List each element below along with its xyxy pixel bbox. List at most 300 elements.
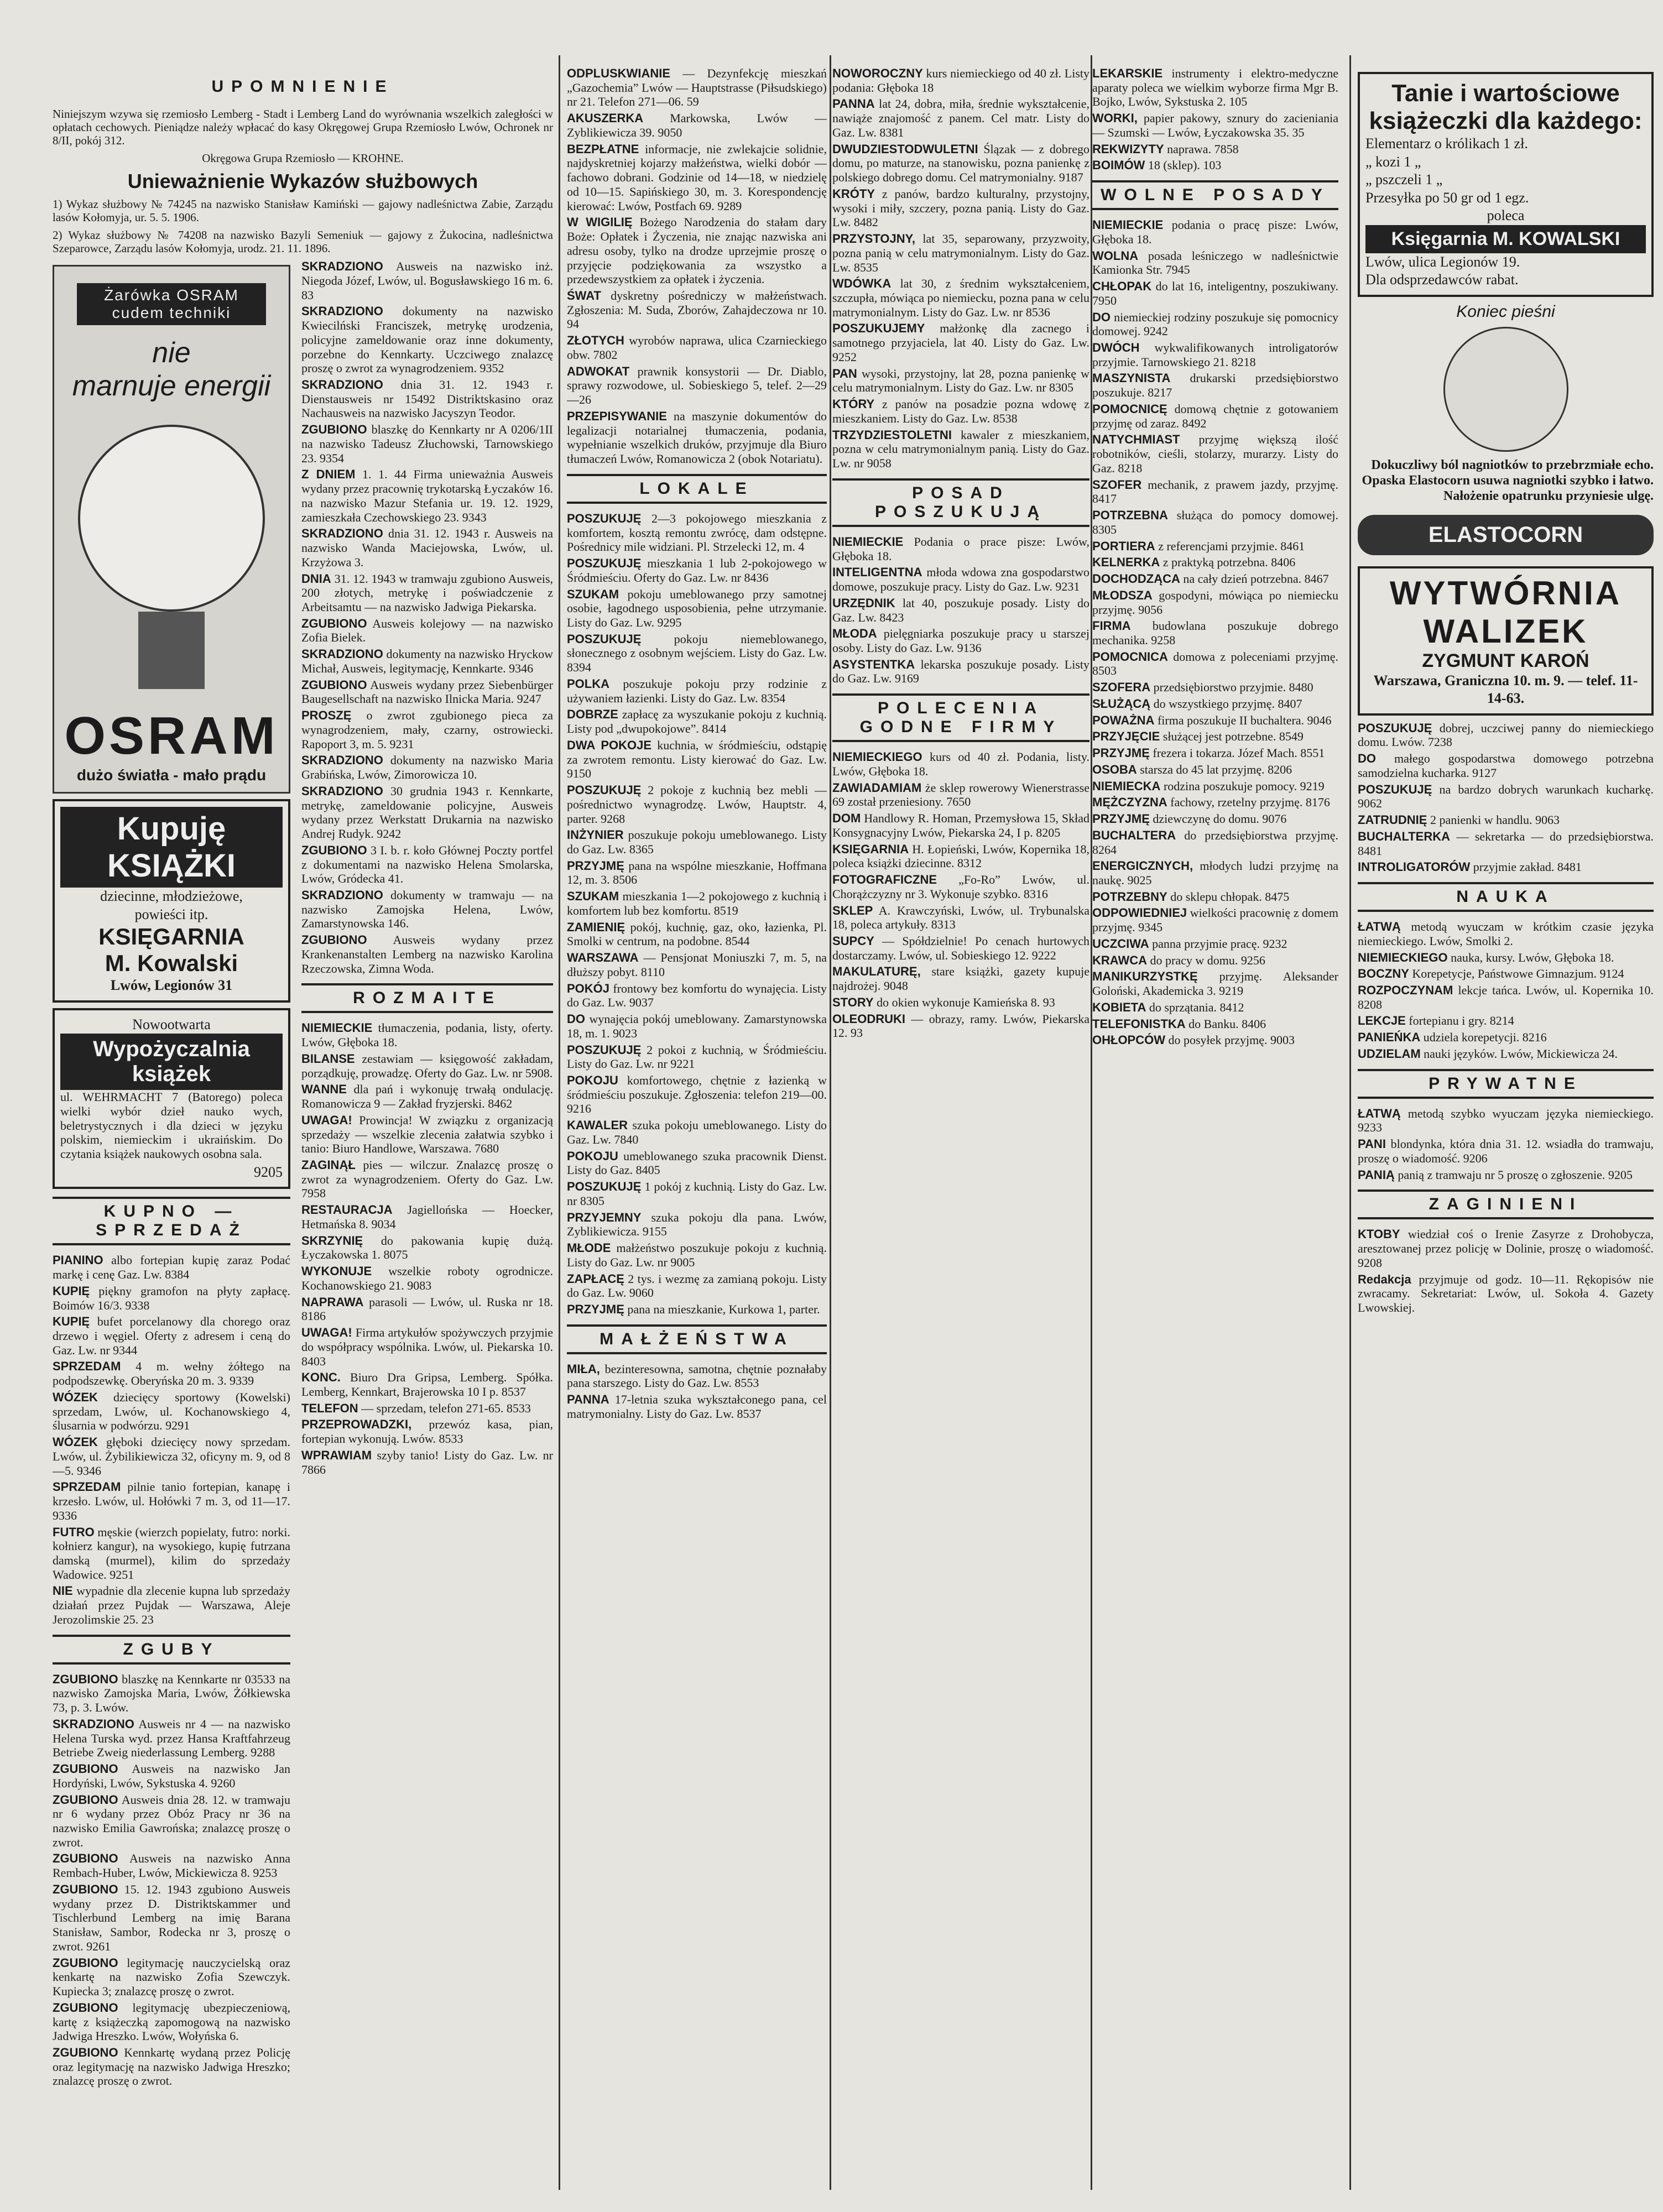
ad-keyword: BEZPŁATNE	[567, 142, 639, 156]
ad-text: Firma artykułów spożywczych przyjmie do współpracy wspólnika. Lwów, ul. Piekarska 10. 8403	[301, 1326, 553, 1368]
ad-text: Ausweis nr 4 — na nazwisko Helena Turska wyd. przez Hansa Kraftfahrzeug Betriebe Zweig niederlassung Lemberg. 9288	[53, 1717, 290, 1760]
osram-brand: OSRAM	[64, 706, 279, 766]
ad-keyword: ZGUBIONO	[53, 1955, 118, 1970]
ad-text: rodzina poszukuje pomocy. 9219	[1163, 779, 1325, 793]
classified-ad	[53, 2046, 290, 2088]
classified-ad	[567, 1392, 827, 1421]
ad-text: lekarska poszukuje posady. Listy do Gaz. Lw. 9169	[832, 657, 1089, 686]
classified-ad	[832, 97, 1089, 139]
classified-ad	[1092, 555, 1338, 570]
column-4	[1092, 66, 1338, 2190]
ad-text: 15. 12. 1943 zgubiono Ausweis wydany przez D. Distriktskammer und Tischlerbund Lemberg na imię Barana Stanisław, Sambor, Rodecka nr 3, proszę o zwrot. 9261	[53, 1882, 290, 1953]
classified-ad	[53, 1435, 290, 1478]
cartoon-figure-icon	[1443, 327, 1568, 452]
ad-text: gospodyni, mówiąca po niemiecku przyjmę. 9056	[1092, 588, 1338, 617]
classified-ad	[567, 142, 827, 213]
tanie-ad	[1358, 72, 1654, 297]
classified-ad	[567, 587, 827, 630]
ad-keyword: MANIKURZYSTKĘ	[1092, 969, 1198, 984]
classified-ad	[1358, 782, 1654, 811]
ad-text: panna przyjmie pracę. 9232	[1152, 936, 1287, 951]
classified-ad	[567, 828, 827, 856]
classified-ad	[1092, 142, 1338, 156]
ad-text: instrumenty i elektro-medyczne aparaty poleca we wielkim wyborze firma Mgr B. Bojko, Lwów, Sykstuska 2. 105	[1092, 66, 1338, 109]
classified-ad	[1092, 432, 1338, 475]
ad-keyword: NIEMIECKIE	[1092, 218, 1164, 232]
classified-ad	[567, 1043, 827, 1071]
classified-ad	[1092, 697, 1338, 711]
ad-text: z praktyką potrzebna. 8406	[1162, 555, 1296, 570]
col4-list	[1092, 66, 1338, 173]
ad-text: 2 panienki w handlu. 9063	[1430, 813, 1560, 827]
ad-text: dyskretny pośredniczy w małżeństwach. Zgłoszenia: M. Suda, Zborów, Zahajdeczowa nr 10. 94	[567, 289, 827, 331]
classified-ad	[567, 783, 827, 826]
ad-keyword: PRZEPROWADZKI,	[301, 1417, 412, 1432]
koniec-text: Dokuczliwy ból nagniotków to przebrzmiałe echo. Opaska Elastocorn usuwa nagniotki szybko i łatwo. Nałożenie opatrunku przyniesie ulgę.	[1362, 457, 1654, 503]
classified-ad	[567, 333, 827, 362]
ad-keyword: PANNA	[567, 1392, 609, 1407]
classified-ad	[301, 1158, 553, 1201]
ad-text: małego gospodarstwa domowego potrzebna samodzielna kucharka. 9127	[1358, 752, 1654, 780]
classified-ad	[567, 859, 827, 887]
ad-keyword: PRZYJMĘ	[567, 1302, 624, 1317]
classified-ad	[567, 1362, 827, 1390]
classified-ad	[567, 1149, 827, 1177]
ad-keyword: KAWALER	[567, 1118, 628, 1133]
classified-ad	[567, 1180, 827, 1208]
classified-ad	[301, 843, 553, 886]
classified-ad	[1092, 402, 1338, 430]
ad-keyword: LEKCJE	[1358, 1014, 1406, 1028]
classified-ad	[567, 1118, 827, 1146]
ad-keyword: NATYCHMIAST	[1092, 432, 1180, 447]
ad-keyword: KTOBY	[1358, 1227, 1400, 1241]
ad-keyword: ZGUBIONO	[53, 1672, 118, 1686]
ad-text: do Banku. 8406	[1188, 1016, 1266, 1031]
ad-keyword: POSZUKUJĘ	[1358, 782, 1432, 796]
ad-keyword: PRZYJMĘ	[1092, 812, 1150, 826]
ad-text: blondynka, która dnia 31. 12. wsiadła do tramwaju, proszę o wiadomość. 9206	[1358, 1137, 1654, 1165]
ad-text: z panów, bardzo kulturalny, przystojny, wysoki i miły, szczery, pozna panią. Listy do Gaz. Lw. 8482	[832, 186, 1089, 229]
classified-ad	[301, 467, 553, 524]
classified-ad	[1092, 1017, 1338, 1031]
ad-keyword: ŁATWĄ	[1358, 1106, 1401, 1120]
section-malzenstwa: MAŁŻEŃSTWA	[567, 1324, 827, 1354]
classified-ad	[301, 1234, 553, 1262]
ad-text: prawnik konsystorii — Dr. Diablo, sprawy rozwodowe, ul. Sobieskiego 5, telef. 2—29—26	[567, 364, 827, 407]
classified-ad	[567, 677, 827, 705]
classified-ad	[832, 321, 1089, 364]
ad-keyword: ZGUBIONO	[53, 2000, 118, 2015]
ad-keyword: NIEMIECKA	[1092, 779, 1161, 793]
ad-text: pokoju umeblowanego przy samotnej osobie, łagodnego usposobienia, pełne utrzymanie. Listy do Gaz. Lw. 9295	[567, 587, 827, 629]
ad-text: umeblowanego szuka pracownik Dienst. Listy do Gaz. 8405	[567, 1149, 827, 1177]
classified-ad	[1092, 729, 1338, 744]
kupuje-shop: KSIĘGARNIA	[98, 924, 244, 950]
classified-ad	[53, 2001, 290, 2043]
ad-text: wiedział coś o Irenie Zasyrze z Drohobycza, aresztowanej przez policję w Dolinie, proszę o wiadomość. 9208	[1358, 1227, 1654, 1270]
light-bulb-icon	[78, 425, 265, 612]
classified-ad	[301, 1113, 553, 1156]
ad-keyword: PAN	[832, 366, 857, 380]
classified-ad	[832, 842, 1089, 870]
classified-ad	[1092, 111, 1338, 139]
classified-ad	[832, 627, 1089, 655]
col1-ads-left	[53, 259, 290, 2090]
ad-text: pilnie tanio fortepian, kanapę i krzesło. Lwów, ul. Hołówki 7 m. 3, od 11—17. 9336	[53, 1480, 290, 1522]
ad-keyword: PANNA	[832, 97, 875, 111]
ad-text: Ausweis na nazwisko Jan Hordyński, Lwów, Sykstuska 4. 9260	[53, 1762, 290, 1790]
ad-text: niemieckiej rodziny poszukuje się pomocnicy domowej. 9242	[1092, 310, 1338, 338]
section-zguby: ZGUBY	[53, 1635, 290, 1665]
classified-ad	[1092, 890, 1338, 904]
classified-ad	[1092, 937, 1338, 951]
tanie-line: „ kozi 1 „	[1365, 153, 1421, 170]
ad-text: tłumaczenia, podania, listy, oferty. Lwów, Głęboka 18.	[301, 1021, 553, 1050]
ad-keyword: POSZUKUJĘ	[567, 511, 642, 525]
ad-keyword: SKRADZIONO	[53, 1717, 134, 1731]
ad-text: 2 tys. i wezmę za zamianą pokoju. Listy do Gaz. Lw. 9060	[567, 1271, 827, 1300]
ad-keyword: AKUSZERKA	[567, 111, 644, 126]
classified-ad	[301, 422, 553, 465]
classified-ad	[1092, 341, 1338, 369]
wypozyczalnia-body: ul. WEHRMACHT 7 (Batorego) poleca wielki wybór dzieł nauko wych, beletrystycznych i dla dzieci w języku polskim, niemieckim i ukraińskim. Do czytania książek naukowych osobna sala.	[60, 1090, 283, 1161]
classified-ad	[301, 1021, 553, 1049]
classified-ad	[1092, 539, 1338, 554]
ad-text: 4 m. wełny żółtego na podpodszewkę. Oberyńska 20 m. 3. 9339	[53, 1359, 290, 1388]
classified-ad	[567, 707, 827, 735]
ad-text: pielęgniarka poszukuje pracy u starszej osoby. Listy do Gaz. Lw. 9136	[832, 627, 1089, 655]
ad-text: kawaler z mieszkaniem, pozna w celu matrymonialnym panią. Listy do Gaz. Lw. nr 9058	[832, 427, 1089, 471]
ad-keyword: DO	[1092, 310, 1111, 324]
ad-text: 2 pokoi z kuchnią, w Śródmieściu. Listy do Gaz. Lw. nr 9221	[567, 1042, 827, 1071]
classified-ad	[53, 1717, 290, 1760]
col2-list	[567, 66, 827, 466]
classified-ad	[53, 1253, 290, 1281]
classified-ad	[1092, 588, 1338, 617]
classified-ad	[301, 304, 553, 375]
ad-keyword: DWUDZIESTODWULETNI	[832, 142, 978, 156]
ad-text: 17-letnia szuka wykształconego pana, cel matrymonialny. Listy do Gaz. Lw. 8537	[567, 1392, 827, 1421]
prywatne-list	[1358, 1107, 1654, 1182]
ad-keyword: DOM	[832, 811, 861, 826]
ad-keyword: MASZYNISTA	[1092, 371, 1171, 385]
ad-keyword: BOIMÓW	[1092, 158, 1145, 173]
ad-text: służąca do pomocy domowej. 8305	[1092, 508, 1338, 536]
ad-keyword: INTELIGENTNA	[832, 565, 922, 580]
classified-ad	[53, 1284, 290, 1312]
ad-keyword: ZAWIADAMIAM	[832, 780, 922, 795]
classified-ad	[53, 1672, 290, 1715]
ad-text: firma poszukuje II buchaltera. 9046	[1157, 713, 1332, 727]
ad-keyword: ZAGINĄŁ	[301, 1157, 356, 1172]
ad-text: małżonkę dla zacnego i samotnego przyjaciela, lat 40. Listy do Gaz. Lw. 9252	[832, 321, 1089, 364]
ad-text: mieszkania 1—2 pokojowego z kuchnią i komfortem lub bez komfortu. 8519	[567, 889, 827, 917]
ad-text: papier pakowy, sznury do zacieniania — Szumski — Lwów, Łyczakowska 35. 35	[1092, 111, 1338, 139]
ad-keyword: WARSZAWA	[567, 951, 639, 965]
ad-text: Jagiellońska — Hoecker, Hetmańska 8. 9034	[301, 1203, 553, 1231]
ad-text: że sklep rowerowy Wienerstrasse 69 został przeniesiony. 7650	[832, 780, 1089, 809]
ad-text: kuchnia, w śródmieściu, odstąpię za zwrotem remontu. Listy kierować do Gaz. Lw. 9150	[567, 738, 827, 781]
ad-keyword: POKOJU	[567, 1073, 618, 1087]
kupuje-line: dziecinne, młodzieżowe,	[100, 888, 243, 905]
classified-ad	[53, 1956, 290, 1999]
section-wolne: WOLNE POSADY	[1092, 180, 1338, 210]
ad-keyword: POTRZEBNY	[1092, 889, 1167, 904]
ad-text: wielkości pracownię z domem przyjmę. 9345	[1092, 906, 1338, 935]
ad-text: lat 30, z średnim wykształceniem, szczupła, mówiąca po niemiecku, pozna pana w celu matrymonialnym. Listy do Gaz. Lw. nr 8536	[832, 276, 1089, 319]
classified-ad	[567, 632, 827, 675]
ad-keyword: UDZIELAM	[1358, 1046, 1421, 1061]
classified-ad	[53, 1480, 290, 1522]
ad-text: parasoli — Lwów, ul. Ruska nr 18. 8186	[301, 1295, 553, 1323]
ad-text: bufet porcelanowy dla chorego oraz drzewo i węgiel. Oferty z adresem i ceną do Gaz. Lw. nr 9344	[53, 1314, 290, 1357]
ad-keyword: UCZCIWA	[1092, 936, 1149, 951]
ad-keyword: SKRADZIONO	[301, 526, 383, 541]
classified-ad	[567, 889, 827, 917]
ad-text: wypadnie dla zlecenie kupna lub sprzedaży działań przez Pujdak — Warszawa, Aleje Jerozolimskie 25. 23	[53, 1584, 291, 1626]
tanie-shop: Księgarnia M. KOWALSKI	[1365, 225, 1646, 253]
ad-keyword: ZGUBIONO	[301, 422, 367, 437]
ad-text: domową chętnie z gotowaniem przyjmę od zaraz. 8492	[1092, 401, 1338, 430]
classified-ad	[53, 1359, 290, 1387]
classified-ad	[301, 647, 553, 675]
ad-keyword: POLKA	[567, 676, 609, 691]
ad-keyword: ZGUBIONO	[301, 677, 367, 692]
upomnienie-text: Niniejszym wzywa się rzemiosło Lemberg - Stadt i Lemberg Land do wyrównania wszelkich zaległości w opłatach cechowych. Pieniądze należy wpłacać do kasy Okręgowej Grupa Rzemiosło Lwów, Ochronek nr 8/II, pokój 312.	[53, 107, 553, 148]
ad-text: Handlowy R. Homan, Przemysłowa 15, Skład Konsygnacyjny Lwów, Piekarska 24, I p. 8205	[832, 811, 1089, 839]
ad-keyword: SKRADZIONO	[301, 784, 383, 798]
classified-ad	[1358, 752, 1654, 780]
ad-keyword: SKRADZIONO	[301, 753, 383, 768]
classified-ad	[301, 617, 553, 645]
wypozyczalnia-line: Nowootwarta	[132, 1016, 211, 1032]
ad-text: starsza do 45 lat przyjmę. 8206	[1140, 762, 1292, 776]
ad-text: dnia 31. 12. 1943 r. Ausweis na nazwisko Wanda Maciejowska, Lwów, ul. Krzyżowa 3.	[301, 526, 553, 569]
classified-ad	[1092, 828, 1338, 857]
ad-keyword: UWAGA!	[301, 1326, 352, 1340]
classified-ad	[832, 187, 1089, 229]
ad-keyword: MIŁA,	[567, 1361, 600, 1376]
ad-keyword: MŁODE	[567, 1241, 611, 1255]
ad-keyword: PRZYJĘCIE	[1092, 729, 1160, 744]
ad-keyword: ENERGICZNYCH,	[1092, 859, 1193, 873]
classified-ad	[1092, 310, 1338, 338]
ad-text: do sklepu chłopak. 8475	[1170, 889, 1290, 904]
classified-ad	[301, 1264, 553, 1292]
ad-text: Biuro Dra Gripsa, Lemberg. Spółka. Lemberg, Kennkart, Brajerowska 10 I p. 8537	[301, 1370, 553, 1399]
ad-keyword: POSZUKUJEMY	[832, 321, 925, 336]
ad-text: blaszkę do Kennkarty nr A 0206/1II na nazwisko Tadeusz Złuchowski, Tarnowskiego 23. 9354	[301, 422, 553, 465]
ad-keyword: POKOJU	[567, 1149, 618, 1163]
ad-text: Ausweis dnia 28. 12. w tramwaju nr 6 wydany przez Obóz Pracy nr 36 na nazwisko Emilia Gawrońska; znalazcę proszę o zwrot.	[53, 1792, 290, 1849]
ad-keyword: MŁODA	[832, 627, 877, 641]
classified-ad	[1092, 218, 1338, 246]
classified-ad	[567, 1302, 827, 1317]
ad-keyword: URZĘDNIK	[832, 596, 895, 610]
ad-keyword: POWAŻNA	[1092, 713, 1155, 727]
classified-ad	[1092, 650, 1338, 678]
ad-keyword: ZGUBIONO	[53, 2046, 118, 2060]
ad-text: Ausweis na nazwisko Anna Rembach-Huber, Lwów, Mickiewicza 8. 9253	[53, 1851, 290, 1880]
ad-keyword: PANIEŃKA	[1358, 1030, 1421, 1045]
classified-ad	[53, 1882, 290, 1954]
ad-keyword: DNIA	[301, 571, 331, 586]
ad-text: zestawiam — księgowość zakładam, porządkuję, prowadzę. Oferty do Gaz. Lw. nr 5908.	[301, 1051, 553, 1080]
ad-keyword: FIRMA	[1092, 619, 1131, 633]
classified-ad	[567, 556, 827, 585]
ad-text: przyjmuje od godz. 10—11. Rękopisów nie zwracamy. Sekretariat: Lwów, ul. Sokoła 4. Gazety Lwowskiej.	[1358, 1272, 1654, 1315]
section-prywatne: PRYWATNE	[1358, 1069, 1654, 1099]
classified-ad	[301, 753, 553, 781]
ad-keyword: KRÓTY	[832, 186, 875, 201]
ad-keyword: MĘŻCZYZNA	[1092, 795, 1167, 810]
ad-keyword: SKRADZIONO	[301, 378, 383, 392]
ad-keyword: WÓZEK	[53, 1435, 98, 1449]
ad-keyword: MAKULATURĘ,	[832, 964, 921, 979]
ad-text: — Pensjonat Moniuszki 7, m. 5, na dłuższy pobyt. 8110	[567, 951, 827, 979]
classified-ad	[53, 1851, 290, 1880]
ad-text: Ausweis wydany przez Siebenbürger Baugesellschaft na nazwisko Ilnicka Maria. 9247	[301, 677, 553, 706]
ad-text: poszukuje pokoju umeblowanego. Listy do Gaz. Lw. 8365	[567, 828, 827, 856]
kupuje-title: Kupuję KSIĄŻKI	[60, 807, 283, 888]
classified-ad	[1092, 969, 1338, 998]
ad-keyword: POKÓJ	[567, 981, 610, 995]
section-polecenia: POLECENIA GODNE FIRMY	[832, 693, 1089, 742]
classified-ad	[832, 964, 1089, 993]
ad-text: fortepianu i gry. 8214	[1409, 1014, 1514, 1028]
ad-text: lat 35, separowany, przyzwoity, pozna panią w celu matrymonialnym. Listy do Gaz. Lw. 8535	[832, 232, 1089, 274]
classified-ad	[567, 1012, 827, 1040]
classified-ad	[567, 951, 827, 979]
ad-text: wszelkie roboty ogrodnicze. Kochanowskiego 21. 9083	[301, 1264, 553, 1292]
ad-text: przyjmę. Aleksander Goloński, Akademicka 3. 9219	[1092, 969, 1338, 998]
ad-text: na bardzo dobrych warunkach kucharkę. 9062	[1358, 782, 1654, 811]
ad-text: 2—3 pokojowego mieszkania z komfortem, kosztą remontu zwrócę, dam odstępne. Pośrednicy mile widziani. Pl. Strzelecki 12, m. 4	[567, 511, 827, 554]
ad-keyword: SZUKAM	[567, 889, 619, 904]
tanie-title: Tanie i wartościowe książeczki dla każdego:	[1369, 80, 1643, 134]
classified-ad	[53, 1793, 290, 1850]
ad-keyword: WANNE	[301, 1082, 347, 1097]
classified-ad	[1092, 279, 1338, 307]
zaginieni-list	[1358, 1227, 1654, 1314]
classified-ad	[567, 982, 827, 1010]
classified-ad	[1358, 721, 1654, 749]
classified-ad	[1092, 1033, 1338, 1047]
ad-keyword: WÓZEK	[53, 1390, 98, 1404]
ad-text: metodą szybko wyuczam języka niemieckiego. 9233	[1358, 1106, 1654, 1135]
ad-text: komfortowego, chętnie z łazienką w śródmieściu poszukuje. Zgłoszenia: telefon 219—00. 9216	[567, 1073, 827, 1116]
classified-ad	[1358, 1137, 1654, 1165]
ad-text: domowa z poleceniami przyjmę. 8503	[1092, 649, 1338, 678]
ad-text: małżeństwo poszukuje pokoju z kuchnią. Listy do Gaz. Lw. nr 9005	[567, 1241, 827, 1269]
ad-text: blaszkę na Kennkarte nr 03533 na nazwisko Zamojska Maria, Lwów, Żółkiewska 73, p. 3. Lwów.	[53, 1672, 290, 1715]
ad-keyword: NIEMIECKIE	[832, 534, 904, 549]
classified-ad	[832, 367, 1089, 395]
classified-ad	[567, 920, 827, 948]
ad-keyword: Z DNIEM	[301, 467, 356, 482]
ad-text: wynajęcia pokój umeblowany. Zamarstynowska 18, m. 1. 9023	[567, 1012, 827, 1040]
ad-keyword: DO	[567, 1012, 585, 1026]
ad-keyword: TELEFONISTKA	[1092, 1016, 1186, 1031]
ad-text: dokumenty w tramwaju — na nazwisko Zamojska Helena, Lwów, Zamarstynowska 146.	[301, 888, 553, 931]
col5-list	[1358, 721, 1654, 874]
ad-keyword: ZGUBIONO	[53, 1851, 118, 1866]
ad-keyword: ZŁOTYCH	[567, 333, 624, 348]
ad-text: piękny gramofon na płyty zapłacę. Boimów 16/3. 9338	[53, 1284, 290, 1312]
ad-text: pokój, kuchnię, gaz, oko, łazienka, Pl. Smolki w centrum, na podobne. 8544	[567, 920, 827, 948]
ad-text: męskie (wierzch popielaty, futro: norki. kołnierz kangur), na wysokiego, kupię futrzana damską (murmel), kilim do sprzedaży Wadowice. 9251	[53, 1525, 291, 1582]
classified-ad	[301, 1326, 553, 1368]
ad-keyword: INTROLIGATORÓW	[1358, 860, 1471, 874]
tanie-line: „ pszczeli 1 „	[1365, 171, 1443, 187]
ad-keyword: KTÓRY	[832, 397, 875, 411]
ad-text: Ausweis na nazwisko inż. Niegoda Józef, Lwów, ul. Bogusławskiego 16 m. 6. 83	[301, 259, 553, 302]
osram-tagline: dużo światła - mało prądu	[76, 766, 267, 784]
ad-text: — obrazy, ramy. Lwów, Piekarska 12. 93	[832, 1011, 1089, 1040]
wypozyczalnia-title: Wypożyczalnia książek	[60, 1034, 283, 1090]
classified-ad	[832, 596, 1089, 624]
ad-text: do okien wykonuje Kamieńska 8. 93	[877, 995, 1055, 1009]
ad-text: — Spółdzielnie! Po cenach hurtowych dostarczamy. Lwów, ul. Sobieskiego 12. 9222	[832, 933, 1089, 962]
classified-ad	[567, 409, 827, 466]
ad-text: o zwrot zgubionego pieca za wynagrodzeniem, mały, czarny, ostrowiecki. Rapoport 3, m. 5. 9231	[301, 708, 553, 751]
ad-text: pokoju niemeblowanego, słonecznego z osobnym wejściem. Listy do Gaz. Lw. 8394	[567, 632, 827, 675]
ad-keyword: WPRAWIAM	[301, 1448, 372, 1462]
osram-slogan-2: marnuje energii	[72, 370, 271, 403]
classified-ad	[301, 1082, 553, 1110]
ad-keyword: NIEMIECKIEGO	[832, 750, 922, 764]
ad-keyword: ŁATWĄ	[1358, 920, 1401, 934]
ad-text: udziela korepetycji. 8216	[1423, 1030, 1547, 1045]
ad-text: — sekretarka — do przedsiębiorstwa. 8481	[1358, 829, 1654, 858]
ad-keyword: POMOCNICA	[1092, 649, 1168, 664]
ad-text: Ausweis kolejowy — na nazwisko Zofia Bielek.	[301, 616, 553, 645]
ad-keyword: SKRADZIONO	[301, 259, 383, 274]
classified-ad	[53, 1390, 290, 1433]
classified-ad	[567, 738, 827, 781]
classified-ad	[1358, 1014, 1654, 1028]
column-1	[53, 66, 553, 2190]
ad-text: przedsiębiorstwo przyjmie. 8480	[1153, 680, 1313, 695]
classified-ad	[832, 276, 1089, 319]
classified-ad	[1092, 763, 1338, 777]
classified-ad	[1092, 478, 1338, 506]
ad-text: dokumenty na nazwisko Maria Grabińska, Lwów, Zimorowicza 10.	[301, 753, 553, 782]
ad-keyword: ZGUBIONO	[301, 933, 367, 947]
ad-text: na cały dzień potrzebna. 8467	[1183, 572, 1329, 586]
ad-text: wysoki, przystojny, lat 28, pozna panienkę w celu matrymonialnym. Listy do Gaz. Lw. nr 8305	[832, 366, 1089, 395]
ad-keyword: KRAWCA	[1092, 953, 1147, 967]
classified-ad	[567, 1073, 827, 1116]
ad-keyword: W WIGILIĘ	[567, 215, 633, 229]
ad-text: zapłacę za wyszukanie pokoju z kuchnią. Listy pod „dwupokojowe”. 8414	[567, 707, 827, 736]
ad-keyword: NAPRAWA	[301, 1295, 364, 1309]
classified-ad	[1358, 920, 1654, 948]
ad-text: 31. 12. 1943 w tramwaju zgubiono Ausweis, 200 złotych, metrykę i poświadczenie z Arbeitsamtu — na nazwisko Jadwiga Piekarska.	[301, 571, 553, 614]
tanie-address: Lwów, ulica Legionów 19.	[1365, 253, 1520, 270]
classified-ad	[832, 658, 1089, 686]
ad-keyword: NIEMIECKIE	[301, 1021, 373, 1035]
ad-text: szyby tanio! Listy do Gaz. Lw. nr 7866	[301, 1448, 553, 1477]
ad-text: legitymację ubezpieczeniową, kartę z książeczką zapomogową na nazwisko Jadwiga Hreszko. Lwów, Wołyńska 6.	[53, 2000, 290, 2043]
ad-text: dla pań i wykonuję trwałą ondulację. Romanowicza 9 — Zakład fryzjerski. 8462	[301, 1082, 553, 1111]
koniec-ad	[1358, 302, 1654, 555]
ad-text: kurs niemieckiego od 40 zł. Listy podania: Głęboka 18	[832, 66, 1089, 95]
walizek-ad	[1358, 566, 1654, 716]
ad-keyword: POSZUKUJĘ	[567, 1180, 642, 1194]
tanie-line: Przesyłka po 50 gr od 1 egz.	[1365, 189, 1529, 206]
